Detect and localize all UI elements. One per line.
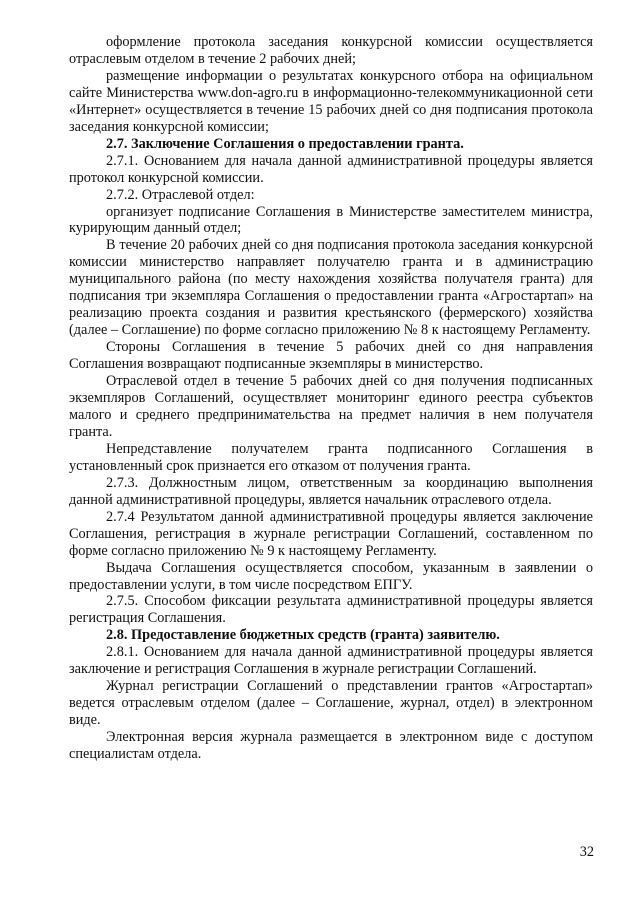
paragraph: Стороны Соглашения в течение 5 рабочих дней со дня направления Соглашения возвращают подписанные экземпляры в министерство.	[69, 339, 593, 373]
paragraph: оформление протокола заседания конкурсной комиссии осуществляется отраслевым отделом в течение 2 рабочих дней;	[69, 34, 593, 67]
paragraph: Непредставление получателем гранта подписанного Соглашения в установленный срок признается его отказом от получения гранта.	[69, 440, 593, 474]
paragraph: Выдача Соглашения осуществляется способом, указанным в заявлении о предоставлении услуги, в том числе посредством ЕПГУ.	[69, 559, 593, 593]
paragraph: 2.7.1. Основанием для начала данной административной процедуры является протокол конкурсной комиссии.	[69, 152, 593, 186]
paragraph: 2.8.1. Основанием для начала данной административной процедуры является заключение и регистрация Соглашения в журнале регистрации Соглашений.	[69, 644, 593, 678]
paragraph: 2.7.2. Отраслевой отдел:	[106, 186, 255, 203]
paragraph: 2.7.3. Должностным лицом, ответственным за координацию выполнения данной административной процедуры, является начальник отраслевого отдела.	[69, 474, 593, 508]
page-number: 32	[579, 844, 594, 860]
paragraph: Электронная версия журнала размещается в электронном виде с доступом специалистам отдела.	[69, 729, 593, 763]
paragraph: 2.7.5. Способом фиксации результата административной процедуры является регистрация Соглашения.	[69, 593, 593, 627]
paragraph: организует подписание Соглашения в Министерстве заместителем министра, курирующим данный отдел;	[69, 203, 593, 237]
paragraph: размещение информации о результатах конкурсного отбора на официальном сайте Министерства www.don-agro.ru в информационно-телекоммуникационной сети «Интернет» осуществляется в течение 15 рабочих дней со дня подписания протокола заседания конкурсной комиссии;	[69, 67, 593, 135]
paragraph: Отраслевой отдел в течение 5 рабочих дней со дня получения подписанных экземпляров Соглашений, осуществляет мониторинг единого реестра субъектов малого и среднего предпринимательства на предмет наличия в нем получателя гранта.	[69, 373, 593, 440]
paragraph: 2.7.4 Результатом данной административной процедуры является заключение Соглашения, регистрация в журнале регистрации Соглашений, составленном по форме согласно приложению № 9 к настоящему Регламенту.	[69, 508, 593, 559]
document-body	[69, 34, 593, 763]
paragraph: Журнал регистрации Соглашений о представлении грантов «Агростартап» ведется отраслевым отделом (далее – Соглашение, журнал, отдел) в электронном виде.	[69, 678, 593, 729]
section-heading: 2.8. Предоставление бюджетных средств (гранта) заявителю.	[106, 627, 500, 644]
paragraph: В течение 20 рабочих дней со дня подписания протокола заседания конкурсной комиссии министерство направляет получателю гранта и в администрацию муниципального района (по месту нахождения хозяйства получателя гранта) для подписания три экземпляра Соглашения о предоставлении гранта «Агростартап» на реализацию проекта создания и развития крестьянского (фермерского) хозяйства (далее – Соглашение) по форме согласно приложению № 8 к настоящему Регламенту.	[69, 237, 593, 339]
section-heading: 2.7. Заключение Соглашения о предоставлении гранта.	[106, 135, 464, 152]
